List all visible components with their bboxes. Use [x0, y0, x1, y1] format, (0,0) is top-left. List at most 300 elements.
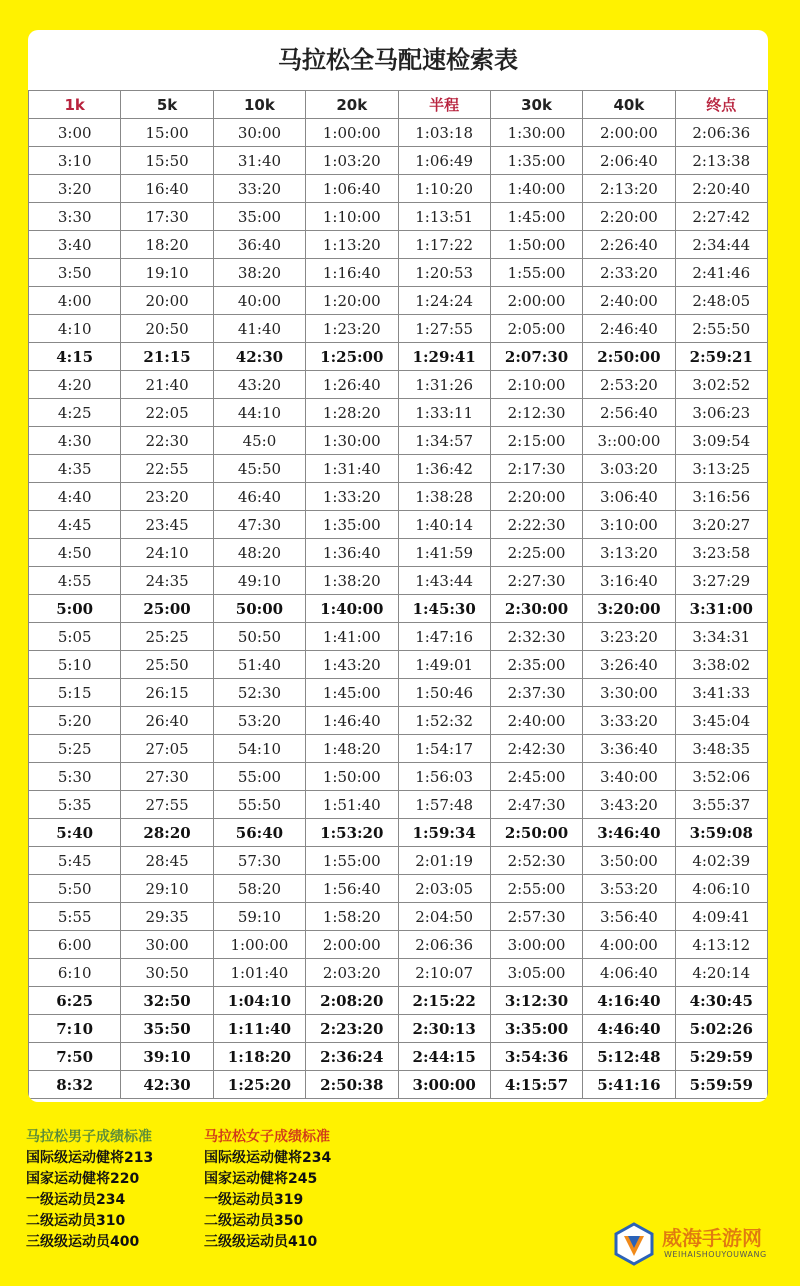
table-cell: 3:20:27: [675, 511, 767, 539]
table-cell: 2:30:13: [398, 1015, 490, 1043]
table-cell: 3:27:29: [675, 567, 767, 595]
table-row: [29, 735, 768, 763]
table-cell: 3:36:40: [583, 735, 675, 763]
table-row: [29, 707, 768, 735]
table-cell: 3:12:30: [490, 987, 582, 1015]
table-cell: 1:13:20: [306, 231, 398, 259]
table-cell: 43:20: [213, 371, 305, 399]
table-cell: 3:30:00: [583, 679, 675, 707]
table-cell: 2:46:40: [583, 315, 675, 343]
table-cell: 2:08:20: [306, 987, 398, 1015]
table-cell: 21:15: [121, 343, 213, 371]
table-cell: 1:50:46: [398, 679, 490, 707]
table-cell: 1:25:20: [213, 1071, 305, 1099]
table-cell: 54:10: [213, 735, 305, 763]
table-cell: 1:40:00: [490, 175, 582, 203]
page-title: 马拉松全马配速检索表: [278, 46, 518, 74]
table-cell: 5:12:48: [583, 1043, 675, 1071]
men-standard-item: 一级运动员234: [26, 1192, 126, 1208]
table-cell: 2:00:00: [583, 119, 675, 147]
table-cell: 4:09:41: [675, 903, 767, 931]
table-cell: 2:03:20: [306, 959, 398, 987]
watermark: [612, 1216, 782, 1276]
table-cell: 1:28:20: [306, 399, 398, 427]
column-header: 1k: [29, 91, 121, 119]
table-cell: 2:40:00: [583, 287, 675, 315]
table-cell: 1:20:53: [398, 259, 490, 287]
table-cell: 3:00: [29, 119, 121, 147]
table-cell: 3:23:20: [583, 623, 675, 651]
table-cell: 24:35: [121, 567, 213, 595]
table-cell: 3:31:00: [675, 595, 767, 623]
table-cell: 3:40: [29, 231, 121, 259]
table-cell: 1:03:20: [306, 147, 398, 175]
men-standards: [26, 1126, 153, 1253]
table-cell: 25:00: [121, 595, 213, 623]
table-cell: 3:34:31: [675, 623, 767, 651]
table-cell: 55:00: [213, 763, 305, 791]
table-header-row: [29, 91, 768, 119]
table-cell: 1:06:40: [306, 175, 398, 203]
table-cell: 1:45:30: [398, 595, 490, 623]
table-cell: 2:52:30: [490, 847, 582, 875]
table-cell: 35:50: [121, 1015, 213, 1043]
men-standard-item: 国家运动健将220: [26, 1171, 140, 1187]
table-cell: 18:20: [121, 231, 213, 259]
table-cell: 2:06:36: [398, 931, 490, 959]
table-row: [29, 791, 768, 819]
table-cell: 3:35:00: [490, 1015, 582, 1043]
table-cell: 2:50:38: [306, 1071, 398, 1099]
table-cell: 5:35: [29, 791, 121, 819]
table-cell: 5:40: [29, 819, 121, 847]
table-cell: 5:45: [29, 847, 121, 875]
table-cell: 51:40: [213, 651, 305, 679]
table-cell: 22:55: [121, 455, 213, 483]
watermark-domain: WEIHAISHOUYOUWANG: [664, 1250, 767, 1259]
table-cell: 3:06:40: [583, 483, 675, 511]
table-cell: 2:20:00: [583, 203, 675, 231]
table-cell: 1:40:14: [398, 511, 490, 539]
table-row: [29, 959, 768, 987]
table-cell: 1:41:00: [306, 623, 398, 651]
table-row: [29, 399, 768, 427]
table-cell: 2:07:30: [490, 343, 582, 371]
table-cell: 42:30: [121, 1071, 213, 1099]
table-cell: 1:04:10: [213, 987, 305, 1015]
table-cell: 5:41:16: [583, 1071, 675, 1099]
table-cell: 4:45: [29, 511, 121, 539]
table-cell: 1:41:59: [398, 539, 490, 567]
column-header: 半程: [398, 91, 490, 119]
table-cell: 26:15: [121, 679, 213, 707]
table-cell: 4:20:14: [675, 959, 767, 987]
table-cell: 2:50:00: [490, 819, 582, 847]
table-cell: 1:26:40: [306, 371, 398, 399]
table-cell: 20:50: [121, 315, 213, 343]
women-standard-item: 二级运动员350: [204, 1213, 304, 1229]
table-row: [29, 371, 768, 399]
table-row: [29, 539, 768, 567]
men-standard-item: 国际级运动健将213: [26, 1150, 154, 1166]
table-cell: 4:06:10: [675, 875, 767, 903]
table-cell: 30:00: [213, 119, 305, 147]
table-cell: 2:10:00: [490, 371, 582, 399]
column-header: 终点: [675, 91, 767, 119]
table-cell: 2:59:21: [675, 343, 767, 371]
table-cell: 3:54:36: [490, 1043, 582, 1071]
table-cell: 31:40: [213, 147, 305, 175]
table-cell: 2:41:46: [675, 259, 767, 287]
table-cell: 3:45:04: [675, 707, 767, 735]
table-cell: 2:13:38: [675, 147, 767, 175]
table-cell: 2:27:30: [490, 567, 582, 595]
table-cell: 2:47:30: [490, 791, 582, 819]
table-cell: 48:20: [213, 539, 305, 567]
table-cell: 1:30:00: [490, 119, 582, 147]
table-cell: 1:52:32: [398, 707, 490, 735]
table-cell: 5:25: [29, 735, 121, 763]
table-row: [29, 175, 768, 203]
table-cell: 5:02:26: [675, 1015, 767, 1043]
table-cell: 1:13:51: [398, 203, 490, 231]
table-cell: 2:03:05: [398, 875, 490, 903]
table-cell: 23:45: [121, 511, 213, 539]
table-cell: 2:06:36: [675, 119, 767, 147]
table-cell: 4:30:45: [675, 987, 767, 1015]
table-cell: 3::00:00: [583, 427, 675, 455]
table-cell: 28:45: [121, 847, 213, 875]
table-cell: 1:45:00: [306, 679, 398, 707]
table-cell: 5:30: [29, 763, 121, 791]
table-cell: 27:55: [121, 791, 213, 819]
table-row: [29, 567, 768, 595]
table-cell: 47:30: [213, 511, 305, 539]
table-cell: 3:48:35: [675, 735, 767, 763]
table-cell: 22:30: [121, 427, 213, 455]
watermark-name: 威海手游网: [662, 1226, 762, 1250]
table-cell: 15:00: [121, 119, 213, 147]
table-cell: 1:58:20: [306, 903, 398, 931]
table-cell: 50:00: [213, 595, 305, 623]
table-row: [29, 903, 768, 931]
table-cell: 30:50: [121, 959, 213, 987]
table-row: [29, 763, 768, 791]
table-cell: 2:50:00: [583, 343, 675, 371]
table-row: [29, 315, 768, 343]
women-standards-heading: 马拉松女子成绩标准: [204, 1129, 330, 1145]
table-cell: 4:55: [29, 567, 121, 595]
table-cell: 29:35: [121, 903, 213, 931]
table-row: [29, 259, 768, 287]
table-cell: 52:30: [213, 679, 305, 707]
table-cell: 1:55:00: [490, 259, 582, 287]
table-cell: 5:59:59: [675, 1071, 767, 1099]
table-row: [29, 483, 768, 511]
table-cell: 1:29:41: [398, 343, 490, 371]
table-cell: 4:10: [29, 315, 121, 343]
table-cell: 39:10: [121, 1043, 213, 1071]
table-cell: 1:20:00: [306, 287, 398, 315]
table-cell: 4:00: [29, 287, 121, 315]
table-cell: 28:20: [121, 819, 213, 847]
table-cell: 7:10: [29, 1015, 121, 1043]
table-cell: 2:12:30: [490, 399, 582, 427]
table-cell: 3:03:20: [583, 455, 675, 483]
table-cell: 2:01:19: [398, 847, 490, 875]
table-cell: 3:20: [29, 175, 121, 203]
table-cell: 6:10: [29, 959, 121, 987]
table-row: [29, 847, 768, 875]
table-cell: 2:15:00: [490, 427, 582, 455]
table-cell: 2:15:22: [398, 987, 490, 1015]
table-cell: 1:46:40: [306, 707, 398, 735]
column-header: 40k: [583, 91, 675, 119]
table-cell: 4:02:39: [675, 847, 767, 875]
table-cell: 1:35:00: [490, 147, 582, 175]
women-standard-item: 一级运动员319: [204, 1192, 304, 1208]
table-cell: 3:59:08: [675, 819, 767, 847]
table-cell: 1:54:17: [398, 735, 490, 763]
table-cell: 2:32:30: [490, 623, 582, 651]
table-cell: 7:50: [29, 1043, 121, 1071]
table-cell: 2:30:00: [490, 595, 582, 623]
table-cell: 2:26:40: [583, 231, 675, 259]
table-row: [29, 511, 768, 539]
table-cell: 1:38:28: [398, 483, 490, 511]
table-cell: 3:13:20: [583, 539, 675, 567]
table-cell: 2:33:20: [583, 259, 675, 287]
table-cell: 1:27:55: [398, 315, 490, 343]
table-cell: 59:10: [213, 903, 305, 931]
table-cell: 45:50: [213, 455, 305, 483]
table-body: [29, 119, 768, 1099]
table-cell: 2:45:00: [490, 763, 582, 791]
table-cell: 1:23:20: [306, 315, 398, 343]
table-cell: 1:36:42: [398, 455, 490, 483]
table-cell: 3:06:23: [675, 399, 767, 427]
table-cell: 4:15:57: [490, 1071, 582, 1099]
table-cell: 27:05: [121, 735, 213, 763]
table-row: [29, 875, 768, 903]
table-cell: 2:00:00: [490, 287, 582, 315]
table-row: [29, 651, 768, 679]
table-row: [29, 287, 768, 315]
women-standards: [204, 1126, 331, 1253]
table-cell: 3:50: [29, 259, 121, 287]
table-cell: 42:30: [213, 343, 305, 371]
pace-sheet: [28, 30, 768, 1102]
table-cell: 21:40: [121, 371, 213, 399]
table-cell: 1:18:20: [213, 1043, 305, 1071]
table-cell: 55:50: [213, 791, 305, 819]
table-cell: 2:57:30: [490, 903, 582, 931]
table-cell: 2:17:30: [490, 455, 582, 483]
table-cell: 45:0: [213, 427, 305, 455]
table-cell: 1:57:48: [398, 791, 490, 819]
table-cell: 5:50: [29, 875, 121, 903]
table-cell: 1:11:40: [213, 1015, 305, 1043]
table-cell: 1:55:00: [306, 847, 398, 875]
table-row: [29, 231, 768, 259]
table-cell: 3:26:40: [583, 651, 675, 679]
table-cell: 1:47:16: [398, 623, 490, 651]
table-cell: 2:55:50: [675, 315, 767, 343]
table-cell: 1:35:00: [306, 511, 398, 539]
table-cell: 2:35:00: [490, 651, 582, 679]
table-cell: 2:27:42: [675, 203, 767, 231]
table-cell: 2:34:44: [675, 231, 767, 259]
pace-table: [28, 90, 768, 1099]
column-header: 30k: [490, 91, 582, 119]
table-cell: 38:20: [213, 259, 305, 287]
table-row: [29, 987, 768, 1015]
table-cell: 1:49:01: [398, 651, 490, 679]
table-cell: 3:00:00: [490, 931, 582, 959]
table-cell: 5:15: [29, 679, 121, 707]
women-standard-item: 国家运动健将245: [204, 1171, 318, 1187]
table-row: [29, 1043, 768, 1071]
table-cell: 1:51:40: [306, 791, 398, 819]
table-cell: 2:42:30: [490, 735, 582, 763]
table-cell: 3:38:02: [675, 651, 767, 679]
column-header: 20k: [306, 91, 398, 119]
table-cell: 1:36:40: [306, 539, 398, 567]
table-cell: 1:56:03: [398, 763, 490, 791]
table-cell: 5:29:59: [675, 1043, 767, 1071]
table-row: [29, 203, 768, 231]
table-row: [29, 343, 768, 371]
table-cell: 1:43:20: [306, 651, 398, 679]
table-cell: 2:10:07: [398, 959, 490, 987]
table-cell: 2:25:00: [490, 539, 582, 567]
table-cell: 3:09:54: [675, 427, 767, 455]
table-cell: 1:31:40: [306, 455, 398, 483]
table-cell: 16:40: [121, 175, 213, 203]
table-cell: 19:10: [121, 259, 213, 287]
table-cell: 4:30: [29, 427, 121, 455]
table-cell: 26:40: [121, 707, 213, 735]
table-cell: 1:31:26: [398, 371, 490, 399]
table-cell: 3:10:00: [583, 511, 675, 539]
table-cell: 4:00:00: [583, 931, 675, 959]
table-cell: 1:50:00: [490, 231, 582, 259]
watermark-logo-icon: [612, 1222, 656, 1266]
table-cell: 2:22:30: [490, 511, 582, 539]
table-cell: 2:37:30: [490, 679, 582, 707]
table-cell: 3:53:20: [583, 875, 675, 903]
table-cell: 3:05:00: [490, 959, 582, 987]
table-cell: 2:05:00: [490, 315, 582, 343]
table-cell: 8:32: [29, 1071, 121, 1099]
table-cell: 36:40: [213, 231, 305, 259]
table-cell: 1:45:00: [490, 203, 582, 231]
table-cell: 4:06:40: [583, 959, 675, 987]
table-cell: 25:25: [121, 623, 213, 651]
table-row: [29, 623, 768, 651]
table-cell: 41:40: [213, 315, 305, 343]
table-cell: 2:55:00: [490, 875, 582, 903]
table-cell: 2:40:00: [490, 707, 582, 735]
table-cell: 1:00:00: [213, 931, 305, 959]
table-cell: 2:48:05: [675, 287, 767, 315]
table-cell: 4:16:40: [583, 987, 675, 1015]
table-cell: 2:44:15: [398, 1043, 490, 1071]
table-cell: 46:40: [213, 483, 305, 511]
table-cell: 1:17:22: [398, 231, 490, 259]
table-cell: 5:05: [29, 623, 121, 651]
table-cell: 1:56:40: [306, 875, 398, 903]
table-row: [29, 427, 768, 455]
table-cell: 3:13:25: [675, 455, 767, 483]
table-cell: 44:10: [213, 399, 305, 427]
table-cell: 32:50: [121, 987, 213, 1015]
table-cell: 3:40:00: [583, 763, 675, 791]
table-cell: 3:10: [29, 147, 121, 175]
table-cell: 27:30: [121, 763, 213, 791]
column-header: 5k: [121, 91, 213, 119]
table-cell: 3:16:40: [583, 567, 675, 595]
table-row: [29, 119, 768, 147]
table-row: [29, 819, 768, 847]
table-cell: 29:10: [121, 875, 213, 903]
table-cell: 1:34:57: [398, 427, 490, 455]
table-cell: 3:16:56: [675, 483, 767, 511]
table-cell: 4:50: [29, 539, 121, 567]
table-cell: 2:20:00: [490, 483, 582, 511]
men-standards-heading: 马拉松男子成绩标准: [26, 1129, 152, 1145]
table-cell: 3:41:33: [675, 679, 767, 707]
table-cell: 4:46:40: [583, 1015, 675, 1043]
table-cell: 3:55:37: [675, 791, 767, 819]
table-cell: 30:00: [121, 931, 213, 959]
table-row: [29, 147, 768, 175]
women-standard-item: 国际级运动健将234: [204, 1150, 332, 1166]
table-cell: 4:40: [29, 483, 121, 511]
table-cell: 23:20: [121, 483, 213, 511]
table-cell: 4:13:12: [675, 931, 767, 959]
column-header: 10k: [213, 91, 305, 119]
table-row: [29, 679, 768, 707]
table-cell: 1:59:34: [398, 819, 490, 847]
table-cell: 17:30: [121, 203, 213, 231]
table-cell: 40:00: [213, 287, 305, 315]
table-cell: 56:40: [213, 819, 305, 847]
table-cell: 2:23:20: [306, 1015, 398, 1043]
table-cell: 1:00:00: [306, 119, 398, 147]
table-cell: 1:33:11: [398, 399, 490, 427]
table-cell: 33:20: [213, 175, 305, 203]
table-cell: 1:25:00: [306, 343, 398, 371]
table-cell: 22:05: [121, 399, 213, 427]
table-cell: 1:53:20: [306, 819, 398, 847]
table-cell: 1:43:44: [398, 567, 490, 595]
table-cell: 3:43:20: [583, 791, 675, 819]
table-cell: 2:36:24: [306, 1043, 398, 1071]
table-cell: 1:01:40: [213, 959, 305, 987]
table-cell: 1:03:18: [398, 119, 490, 147]
table-cell: 2:53:20: [583, 371, 675, 399]
table-row: [29, 595, 768, 623]
women-standard-item: 三级级运动员410: [204, 1234, 318, 1250]
table-cell: 1:40:00: [306, 595, 398, 623]
table-cell: 3:33:20: [583, 707, 675, 735]
table-cell: 3:00:00: [398, 1071, 490, 1099]
table-cell: 5:20: [29, 707, 121, 735]
table-cell: 6:00: [29, 931, 121, 959]
table-cell: 4:20: [29, 371, 121, 399]
table-cell: 1:48:20: [306, 735, 398, 763]
